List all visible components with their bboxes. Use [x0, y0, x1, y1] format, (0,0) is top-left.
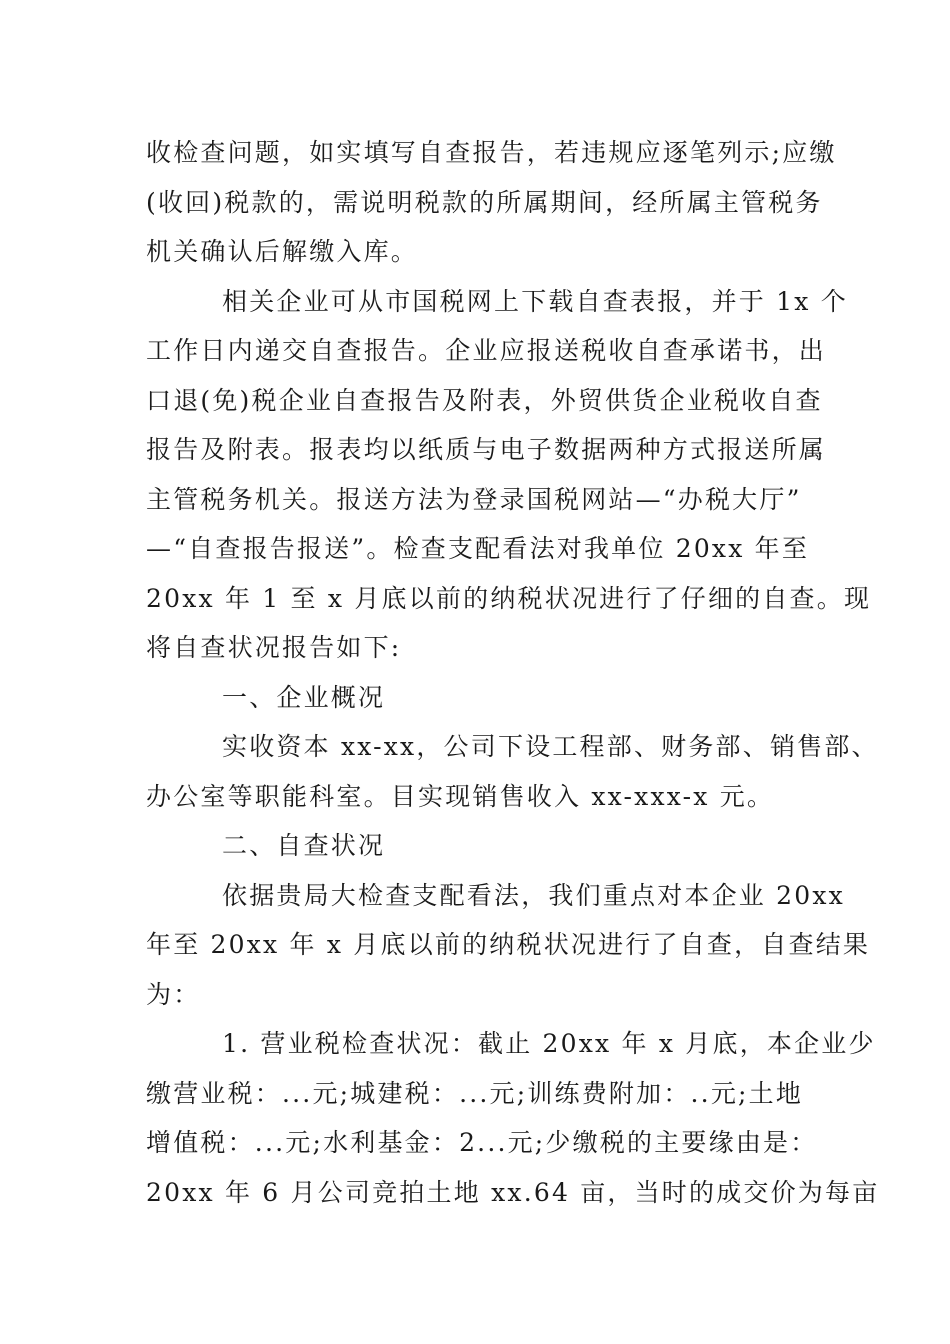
section-heading: 一、企业概况	[222, 682, 386, 712]
text-line: 办公室等职能科室。目实现销售收入 xx-xxx-x 元。	[146, 781, 775, 811]
text-line: (收回)税款的，需说明税款的所属期间，经所属主管税务	[146, 187, 823, 217]
text-line: 20xx 年 1 至 x 月底以前的纳税状况进行了仔细的自查。现	[146, 583, 872, 613]
text-line: 为：	[146, 979, 201, 1009]
text-line: 相关企业可从市国税网上下载自查表报，并于 1x 个	[222, 286, 848, 316]
text-line: 报告及附表。报表均以纸质与电子数据两种方式报送所属	[146, 435, 827, 464]
document-body	[146, 128, 880, 1217]
text-line: 主管税务机关。报送方法为登录国税网站—“办税大厅”	[146, 484, 802, 514]
text-line: 缴营业税：...元;城建税：...元;训练费附加：..元;土地	[146, 1078, 804, 1108]
text-line: 收检查问题，如实填写自查报告，若违规应逐笔列示;应缴	[146, 138, 837, 167]
section-heading: 二、自查状况	[222, 831, 386, 860]
text-line: 口退(免)税企业自查报告及附表，外贸供货企业税收自查	[146, 385, 823, 415]
text-line: 依据贵局大检查支配看法，我们重点对本企业 20xx	[222, 880, 845, 910]
text-line: 增值税：...元;水利基金：2...元;少缴税的主要缘由是：	[146, 1128, 818, 1157]
text-line: 年至 20xx 年 x 月底以前的纳税状况进行了自查，自查结果	[146, 930, 871, 959]
text-line: 20xx 年 6 月公司竞拍土地 xx.64 亩，当时的成交价为每亩	[146, 1177, 880, 1207]
text-line: —“自查报告报送”。检查支配看法对我单位 20xx 年至	[146, 534, 810, 563]
text-line: 机关确认后解缴入库。	[146, 237, 419, 266]
text-line: 将自查状况报告如下:	[146, 633, 402, 662]
text-line: 1. 营业税检查状况：截止 20xx 年 x 月底，本企业少	[222, 1029, 876, 1058]
text-line: 实收资本 xx-xx，公司下设工程部、财务部、销售部、	[222, 732, 879, 761]
text-line: 工作日内递交自查报告。企业应报送税收自查承诺书，出	[146, 336, 827, 365]
